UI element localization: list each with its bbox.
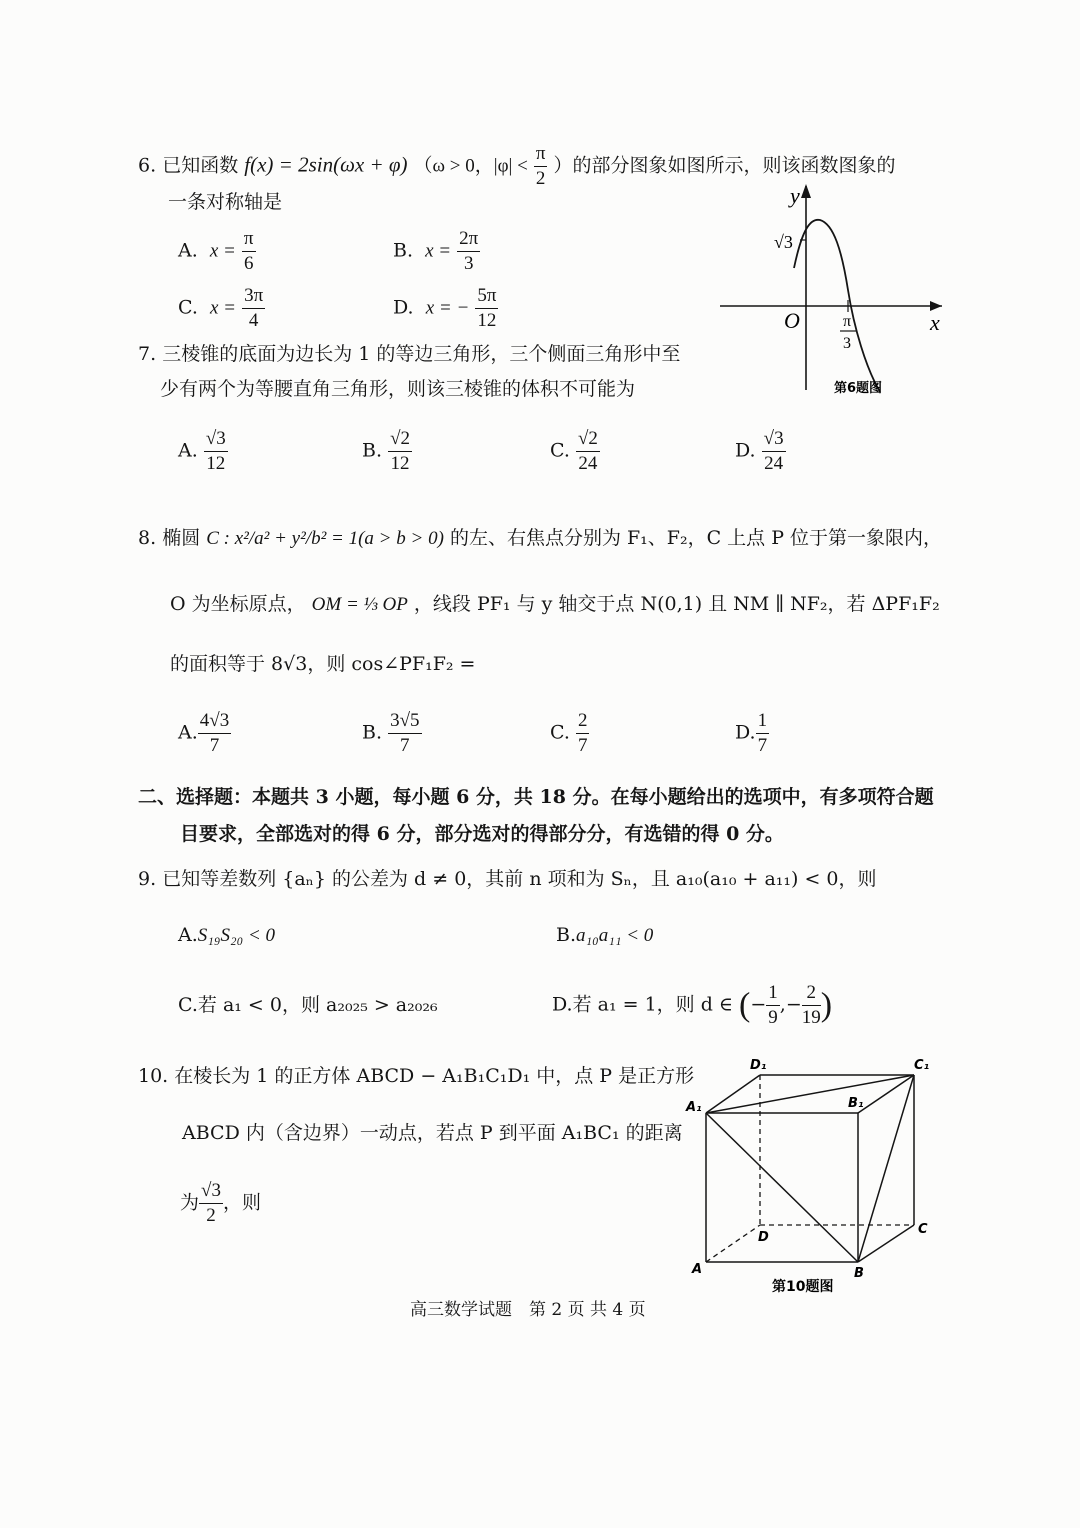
q10-cube-figure xyxy=(682,1055,952,1300)
q6-stem-line2: 一条对称轴是 xyxy=(168,191,283,213)
q7-line1: 7. 三棱锥的底面为边长为 1 的等边三角形，三个侧面三角形中至 xyxy=(138,343,681,365)
q7-option-c: C. $\frac{√2}{24}$ xyxy=(550,428,598,474)
q6-x-mark-num: π xyxy=(843,313,852,330)
label-D: D xyxy=(758,1230,769,1245)
q8-option-c: C. $\frac{2}{7}$ xyxy=(550,710,588,756)
q10-line2: ABCD 内（含边界）一动点，若点 P 到平面 A₁BC₁ 的距离 xyxy=(182,1122,683,1144)
edge-A1-C1 xyxy=(706,1075,914,1113)
q6-cond-frac: $\frac{\pi}{2}$ xyxy=(535,143,546,189)
q8-option-d: D. $\frac{1}{7}$ xyxy=(735,710,768,756)
q8-line3: 的面积等于 8√3，则 cos∠PF₁F₂ = xyxy=(170,653,476,675)
q7-line2: 少有两个为等腰直角三角形，则该三棱锥的体积不可能为 xyxy=(160,378,636,400)
q6-graph xyxy=(710,178,960,403)
section2-line2: 目要求，全部选对的得 6 分，部分选对的得部分分，有选错的得 0 分。 xyxy=(180,823,784,845)
q6-x-label: x xyxy=(930,310,940,335)
q10-line3: 为 $\frac{√3}{2}$ ，则 xyxy=(180,1180,261,1226)
edge-A-D xyxy=(706,1225,760,1262)
edge-A1-D1 xyxy=(706,1075,760,1113)
q6-option-b: B. x = $\frac{2\pi}{3}$ xyxy=(393,228,479,274)
label-A: A xyxy=(692,1262,703,1277)
q6-y-arrow xyxy=(801,184,811,198)
q9-option-a: A.S₁₉S₂₀ < 0 xyxy=(178,924,276,946)
q6-y-mark: √3 xyxy=(774,232,793,252)
label-C1: C₁ xyxy=(914,1058,930,1073)
q6-option-d: D. x = − $\frac{5\pi}{12}$ xyxy=(393,285,497,331)
q7-option-d: D. $\frac{√3}{24}$ xyxy=(735,428,784,474)
q8-vector-eq: OM = ⅓ OP xyxy=(311,594,408,615)
q7-option-a: A. $\frac{√3}{12}$ xyxy=(178,428,226,474)
label-B: B xyxy=(854,1266,864,1281)
q6-option-a: A. x = $\frac{\pi}{6}$ xyxy=(178,228,254,274)
q9-stem: 9. 已知等差数列 {aₙ} 的公差为 d ≠ 0，其前 n 项和为 Sₙ，且 a₁₀(a₁₀ + a₁₁) < 0，则 xyxy=(138,868,877,890)
q6-x-mark-den: 3 xyxy=(843,335,851,352)
q8-ellipse-eq: C : x²/a² + y²/b² = 1(a > b > 0) xyxy=(206,528,444,549)
q8-line1: 8. 椭圆 C : x²/a² + y²/b² = 1(a > b > 0) 的左、右焦点分别为 F₁、F₂，C 上点 P 位于第一象限内， xyxy=(138,527,943,549)
q6-origin-label: O xyxy=(784,308,800,333)
label-A1: A₁ xyxy=(686,1100,702,1115)
q6-formula: f(x) = 2sin(ωx + φ) xyxy=(244,152,408,177)
q9-option-b: B.a₁₀a₁₁ < 0 xyxy=(556,924,654,946)
q7-option-b: B. $\frac{√2}{12}$ xyxy=(362,428,410,474)
q6-stem-line1: 6. 已知函数 f(x) = 2sin(ωx + φ) （ω > 0，|φ| < $\frac{\pi}{2}$ ）的部分图象如图所示，则该函数图象的 xyxy=(138,143,896,189)
label-B1: B₁ xyxy=(848,1096,864,1111)
label-D1: D₁ xyxy=(750,1058,767,1073)
page-footer: 高三数学试题 第 2 页 共 4 页 xyxy=(410,1300,646,1320)
q6-y-label: y xyxy=(790,183,800,208)
q9-option-c: C.若 a₁ < 0，则 a₂₀₂₅ > a₂₀₂₆ xyxy=(178,994,438,1016)
q10-caption: 第10题图 xyxy=(772,1279,834,1295)
q8-option-a: A. $\frac{4√3}{7}$ xyxy=(178,710,230,756)
q6-option-c: C. x = $\frac{3\pi}{4}$ xyxy=(178,285,264,331)
q10-line1: 10. 在棱长为 1 的正方体 ABCD − A₁B₁C₁D₁ 中，点 P 是正方形 xyxy=(138,1065,695,1087)
edge-A1-B xyxy=(706,1113,858,1262)
label-C: C xyxy=(918,1222,928,1237)
section2-line1: 二、选择题：本题共 3 小题，每小题 6 分，共 18 分。在每小题给出的选项中，有多项符合题 xyxy=(138,786,934,808)
q8-line2: O 为坐标原点， OM = ⅓ OP ，线段 PF₁ 与 y 轴交于点 N(0,1) 且 NM ∥ NF₂，若 ΔPF₁F₂ xyxy=(170,593,940,615)
q9-option-d: D.若 a₁ = 1，则 d ∈ (− $\frac{1}{9}$ ,− $\frac{2}{19}$ ) xyxy=(552,982,833,1028)
edge-C1-B xyxy=(858,1075,914,1262)
q8-option-b: B. $\frac{3√5}{7}$ xyxy=(362,710,420,756)
edge-B-C xyxy=(858,1225,914,1262)
q6-caption: 第6题图 xyxy=(834,381,883,396)
